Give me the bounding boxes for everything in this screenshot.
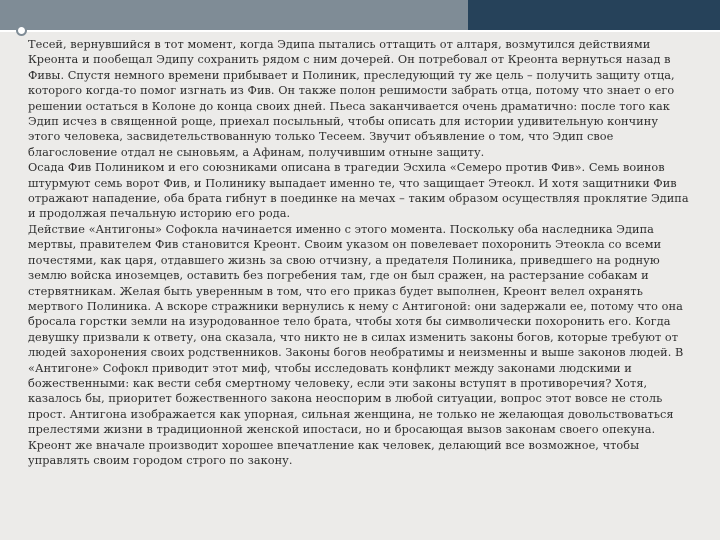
slide-text-body	[28, 37, 692, 468]
paragraph-theseus: Тесей, вернувшийся в тот момент, когда Эдипа пытались оттащить от алтаря, возмутился действиями Креонта и пообещал Эдипу сохранить рядом с ним дочерей. Он потребовал от Креонта вернуться назад в Фивы. Спустя немного времени прибывает и Полиник, преследующий ту же цель – получить защиту отца, которого когда-то помог изгнать из Фив. Он также полон решимости забрать отца, потому что знает о его решении остаться в Колоне до конца своих дней. Пьеса заканчивается очень драматично: после того как Эдип исчез в священной роще, приехал посыльный, чтобы описать для истории удивительную кончину этого человека, засвидетельствованную только Тесеем. Звучит объявление о том, что Эдип свое благословение отдал не сыновьям, а Афинам, получившим отныне защиту.	[28, 38, 675, 159]
paragraph-siege-of-thebes: Осада Фив Полиником и его союзниками описана в трагедии Эсхила «Семеро против Фив». Семь воинов штурмуют семь ворот Фив, и Полинику выпадает именно те, что защищает Этеокл. И хотя защитники Фив отражают нападение, оба брата гибнут в поединке на мечах – таким образом осуществляя проклятие Эдипа и продолжая печальную историю его рода.	[28, 161, 689, 221]
slide-marker-circle-icon	[16, 25, 27, 36]
paragraph-antigone: Действие «Антигоны» Софокла начинается именно с этого момента. Поскольку оба наследника Эдипа мертвы, правителем Фив становится Креонт. Своим указом он повелевает похоронить Этеокла со всеми почестями, как царя, отдавшего жизнь за свою отчизну, а предателя Полиника, приведшего на родную землю войска иноземцев, оставить без погребения там, где он был сражен, на растерзание собакам и стервятникам. Желая быть уверенным в том, что его приказ будет выполнен, Креонт велел охранять мертвого Полиника. А вскоре стражники вернулись к нему с Антигоной: они задержали ее, потому что она бросала горстки земли на изуродованное тело брата, чтобы хотя бы символически похоронить его. Когда девушку призвали к ответу, она сказала, что никто не в силах изменить законы богов, которые требуют от людей захоронения своих родственников. Законы богов необратимы и неизменны и выше законов людей. В «Антигоне» Софокл приводит этот миф, чтобы исследовать конфликт между законами людскими и божественными: как вести себя смертному человеку, если эти законы вступят в противоречия? Хотя, казалось бы, приоритет божественного закона неоспорим в любой ситуации, вопрос этот вовсе не столь прост. Антигона изображается как упорная, сильная женщина, не только не желающая довольствоваться прелестями жизни в традиционной женской ипостаси, но и бросающая вызов законам своего опекуна. Креонт же вначале производит хорошее впечатление как человек, делающий все возможное, чтобы управлять своим городом строго по закону.	[28, 222, 684, 467]
header-accent-block	[468, 0, 720, 30]
header-divider	[0, 30, 720, 32]
